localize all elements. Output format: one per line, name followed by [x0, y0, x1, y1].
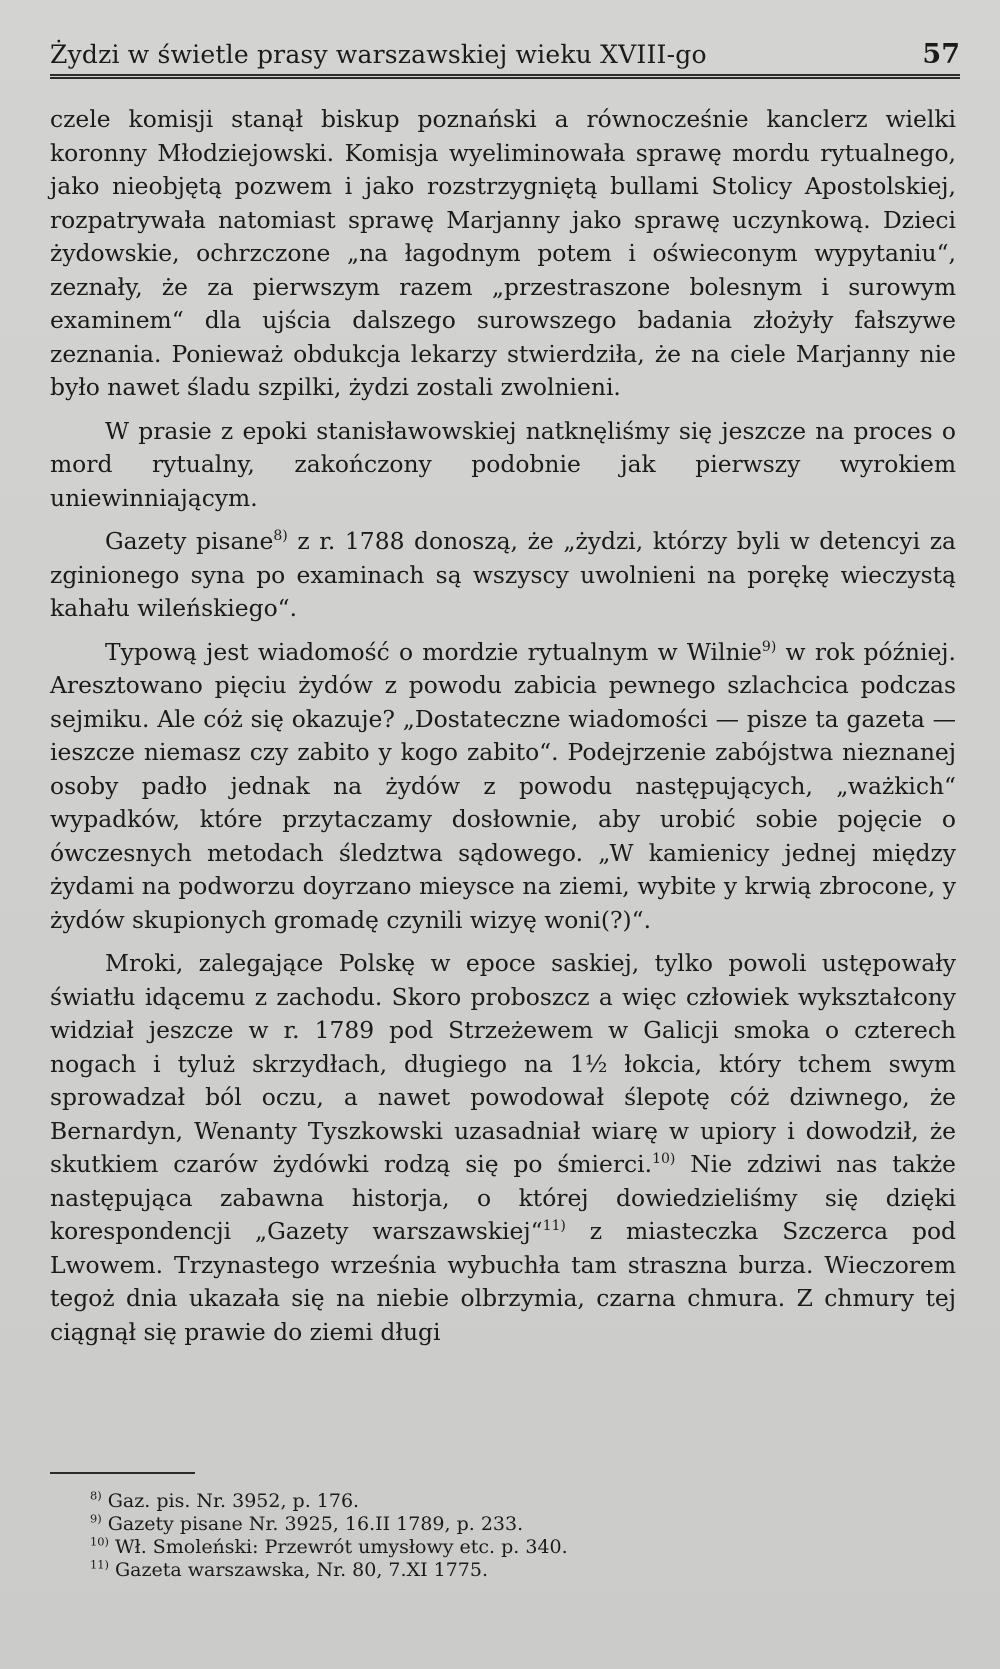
page-number: 57	[922, 39, 960, 70]
header-title: Żydzi w świetle prasy warszawskiej wieku XVIII-go	[50, 40, 707, 69]
footnote-10: $^{10)}$ Wł. Smoleński: Przewrót umysłowy etc. p. 340.	[90, 1534, 568, 1558]
paragraph-3: Gazety pisane$^{8)}$ z r. 1788 donoszą, że „żydzi, którzy byli w detencyi za zginionego syna po examinach są wszyscy uwolnieni na porękę wieczystą kahału wileńskiego“.	[50, 527, 956, 622]
footnote-ref-9: 9)	[761, 638, 777, 655]
running-header	[50, 40, 960, 76]
header-rule	[50, 74, 960, 79]
footnote-ref-8: 8)	[273, 528, 288, 545]
paragraph-2: W prasie z epoki stanisławowskiej natknęliśmy się jeszcze na proces o mord rytualny, zakończony podobnie jak pierwszy wyrokiem uniewinniającym.	[50, 416, 956, 512]
footnote-11: $^{11)}$ Gazeta warszawska, Nr. 80, 7.XI 1775.	[90, 1557, 489, 1581]
footnote-ref-10: 10)	[652, 1151, 676, 1168]
footnotes	[90, 1490, 890, 1582]
footnote-rule	[50, 1472, 195, 1474]
body-text	[50, 103, 956, 1349]
footnote-ref-11: 11)	[542, 1218, 566, 1235]
footnote-9: $^{9)}$ Gazety pisane Nr. 3925, 16.II 1789, p. 233.	[90, 1511, 524, 1535]
paragraph-1: czele komisji stanął biskup poznański a równocześnie kanclerz wielki koronny Młodziejowski. Komisja wyeliminowała sprawę mordu rytualnego, jako nieobjętą pozwem i jako rozstrzygniętą bullami Stolicy Apostolskiej, rozpatrywała natomiast sprawę Marjanny jako sprawę uczynkową. Dzieci żydowskie, ochrzczone „na łagodnym potem i oświeconym wypytaniu“, zeznały, że za pierwszym razem „przestraszone bolesnym i surowym examinem“ dla ujścia dalszego surowszego badania złożyły fałszywe zeznania. Ponieważ obdukcja lekarzy stwierdziła, że na ciele Marjanny nie było nawet śladu szpilki, żydzi zostali zwolnieni.	[50, 105, 956, 401]
footnote-8: $^{8)}$ Gaz. pis. Nr. 3952, p. 176.	[90, 1488, 360, 1512]
paragraph-4: Typową jest wiadomość o mordzie rytualnym w Wilnie$^{9)}$ w rok później. Aresztowano pięciu żydów z powodu zabicia pewnego szlachcica podczas sejmiku. Ale cóż się okazuje? „Dostateczne wiadomości — pisze ta gazeta — ieszcze niemasz czy zabito y kogo zabito“. Podejrzenie zabójstwa nieznanej osoby padło jednak na żydów z powodu następujących, „ważkich“ wypadków, które przytaczamy dosłownie, aby urobić sobie pojęcie o ówczesnych metodach śledztwa sądowego. „W kamienicy jednej między żydami na podworzu doyrzano mieysce na ziemi, wybite y krwią zbrocone, y żydów skupionych gromadę czynili wizyę woni(?)“.	[50, 637, 956, 934]
paragraph-5: Mroki, zalegające Polskę w epoce saskiej, tylko powoli ustępowały światłu idącemu z zachodu. Skoro proboszcz a więc człowiek wykształcony widział jeszcze w r. 1789 pod Strzeżewem w Galicji smoka o czterech nogach i tyluż skrzydłach, długiego na 1½ łokcia, który tchem swym sprowadzał ból oczu, a nawet powodował ślepotę cóż dziwnego, że Bernardyn, Wenanty Tyszkowski uzasadniał wiarę w upiory i dowodził, że skutkiem czarów żydówki rodzą się po śmierci.$^{10)}$ Nie zdziwi nas także następująca zabawna historja, o której dowiedzieliśmy się dzięki korespondencji „Gazety warszawskiej“$^{11)}$ z miasteczka Szczerca pod Lwowem. Trzynastego września wybuchła tam straszna burza. Wieczorem tegoż dnia ukazała się na niebie olbrzymia, czarna chmura. Z chmury tej ciągnął się prawie do ziemi długi	[50, 949, 957, 1346]
